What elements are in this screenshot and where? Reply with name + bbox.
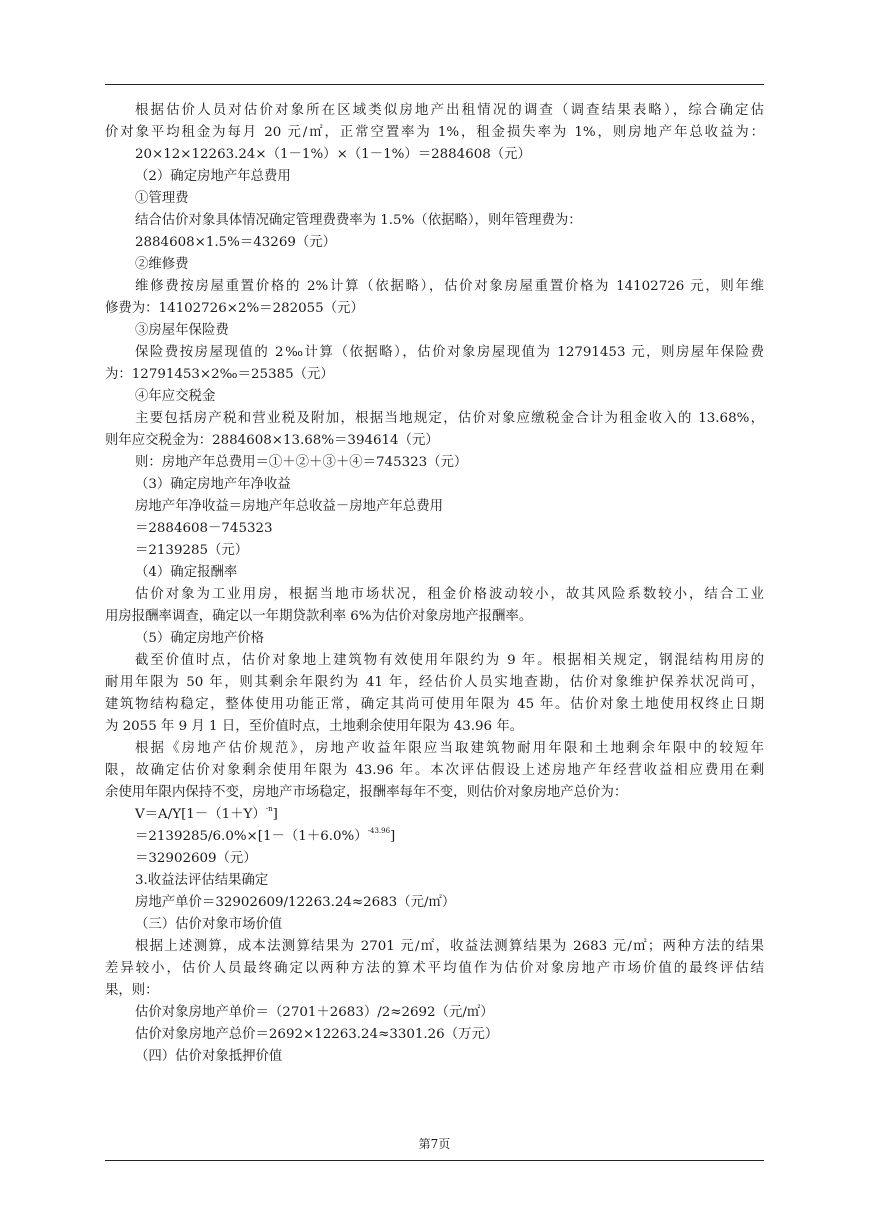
text-line: 估价对象为工业用房，根据当地市场状况，租金价格波动较小，故其风险系数较小，结合工业: [135, 587, 764, 602]
formula-line: ＝32902609（元）: [135, 851, 257, 866]
footer-rule: [105, 1160, 764, 1161]
subheading: ③房屋年保险费: [135, 323, 229, 338]
formula-line: 估价对象房地产总价＝2692×12263.24≈3301.26（万元）: [135, 1027, 499, 1042]
formula-line: [135, 804, 278, 826]
text-line: 用房报酬率调查，确定以一年期贷款利率 6%为估价对象房地产报酬率。: [105, 609, 533, 624]
text-line: 价对象平均租金为每月 20 元/㎡，正常空置率为 1%，租金损失率为 1%，则房地产年总收益为：: [105, 125, 764, 140]
section-heading: （2）确定房地产年总费用: [135, 169, 291, 184]
text-line: 截至价值时点，估价对象地上建筑物有效使用年限约为 9 年。根据相关规定，钢混结构用房的: [135, 653, 764, 668]
page-number: 第7页: [418, 1137, 451, 1151]
formula-line: ＝2884608－745323: [135, 521, 273, 536]
section-heading: （3）确定房地产年净收益: [135, 477, 291, 492]
formula-exponent: -n: [265, 805, 273, 813]
formula-line: 20×12×12263.24×（1－1%）×（1－1%）＝2884608（元）: [135, 147, 531, 162]
subheading: ②维修费: [135, 257, 189, 272]
subheading: ④年应交税金: [135, 389, 216, 404]
formula-line: 房地产单价＝32902609/12263.24≈2683（元/㎡）: [135, 895, 456, 910]
text-line: 则年应交税金为：2884608×13.68%＝394614（元）: [105, 433, 439, 448]
formula-line: ＝2139285（元）: [135, 543, 249, 558]
text-line: 为：12791453×2‰＝25385（元）: [105, 367, 334, 382]
section-heading: （4）确定报酬率: [135, 565, 238, 580]
text-line: 主要包括房产税和营业税及附加，根据当地规定，估价对象应缴税金合计为租金收入的 13.68%，: [135, 411, 764, 426]
text-line: 为 2055 年 9 月 1 日，至价值时点，土地剩余使用年限为 43.96 年。: [105, 719, 524, 734]
formula-line: 房地产年净收益＝房地产年总收益－房地产年总费用: [135, 499, 443, 514]
subheading: ①管理费: [135, 191, 189, 206]
text-line: 根据估价人员对估价对象所在区域类似房地产出租情况的调查（调查结果表略），综合确定估: [135, 103, 764, 118]
text-line: 差异较小，估价人员最终确定以两种方法的算术平均值作为估价对象房地产市场价值的最终评估结: [105, 961, 764, 976]
header-rule: [105, 84, 764, 85]
text-line: 修费为：14102726×2%＝282055（元）: [105, 301, 364, 316]
text-line: 耐用年限为 50 年，则其剩余年限约为 41 年，经估价人员实地查勘，估价对象维护保养状况尚可，: [105, 675, 764, 690]
formula-text: ＝2139285/6.0%×[1－（1＋6.0%）: [135, 829, 368, 844]
text-line: 结合估价对象具体情况确定管理费费率为 1.5%（依据略），则年管理费为：: [135, 213, 582, 228]
text-line: 余使用年限内保持不变，房地产市场稳定，报酬率每年不变，则估价对象房地产总价为：: [105, 785, 628, 800]
text-line: 维修费按房屋重置价格的 2%计算（依据略），估价对象房屋重置价格为 14102726 元，则年维: [135, 279, 764, 294]
section-heading: （四）估价对象抵押价值: [135, 1049, 283, 1064]
formula-exponent: -43.96: [367, 827, 391, 835]
formula-line: 则：房地产年总费用＝①＋②＋③＋④＝745323（元）: [135, 455, 468, 470]
section-heading: （三）估价对象市场价值: [135, 917, 283, 932]
text-line: 根据《房地产估价规范》，房地产收益年限应当取建筑物耐用年限和土地剩余年限中的较短年: [135, 741, 764, 756]
section-heading: （5）确定房地产价格: [135, 631, 265, 646]
text-line: 果，则：: [105, 983, 159, 998]
text-line: 限，故确定估价对象剩余使用年限为 43.96 年。本次评估假设上述房地产年经营收益相应费用在剩: [105, 763, 764, 778]
formula-text: ]: [272, 807, 278, 822]
formula-text: ]: [390, 829, 396, 844]
text-line: 保险费按房屋现值的 2‰计算（依据略），估价对象房屋现值为 12791453 元，则房屋年保险费: [135, 345, 764, 360]
formula-line: 2884608×1.5%＝43269（元）: [135, 235, 337, 250]
section-heading: 3.收益法评估结果确定: [135, 873, 269, 888]
formula-text: V＝A/Y[1－（1＋Y）: [135, 807, 266, 822]
text-line: 建筑物结构稳定，整体使用功能正常，确定其尚可使用年限为 45 年。估价对象土地使用权终止日期: [105, 697, 764, 712]
text-line: 根据上述测算，成本法测算结果为 2701 元/㎡，收益法测算结果为 2683 元/㎡；两种方法的结果: [135, 939, 764, 954]
formula-line: [135, 826, 395, 848]
formula-line: 估价对象房地产单价＝（2701＋2683）/2≈2692（元/㎡）: [135, 1005, 494, 1020]
